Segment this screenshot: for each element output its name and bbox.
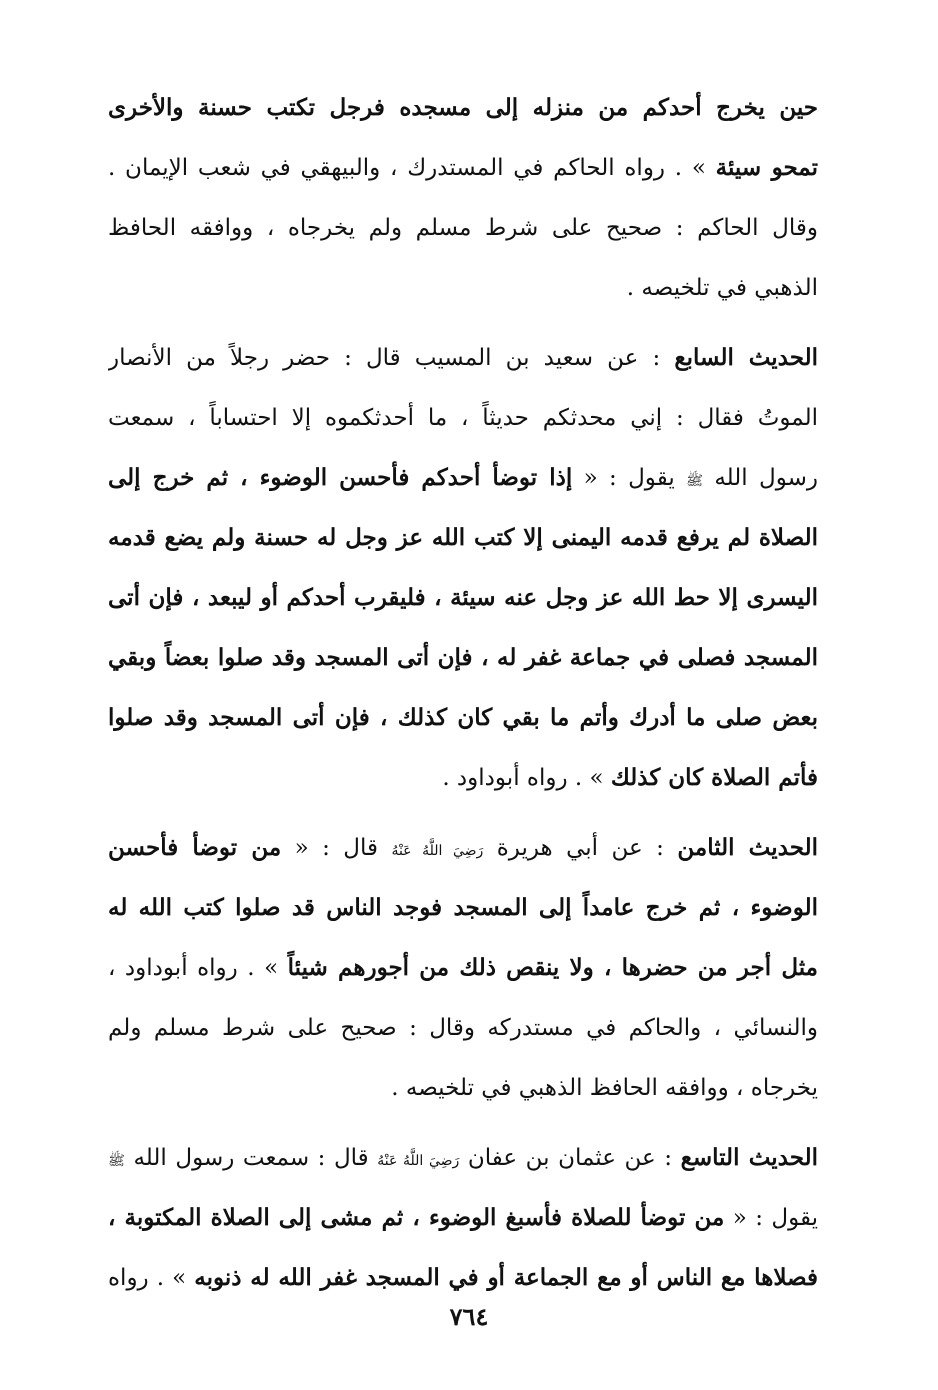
text-run: » . رواه أبوداود .	[442, 765, 611, 791]
honorific-glyph: رَضِيَ اللَّهُ عَنْهُ	[377, 1153, 460, 1169]
paragraph-gap	[108, 808, 818, 818]
paragraph	[108, 818, 818, 1118]
text-line	[108, 138, 818, 198]
book-page-text	[108, 78, 818, 1308]
text-line	[108, 1128, 818, 1188]
text-line	[108, 328, 818, 388]
honorific-glyph: رَضِيَ اللَّهُ عَنْهُ	[391, 843, 484, 859]
honorific-glyph: ﷺ	[686, 473, 703, 489]
text-line	[108, 508, 818, 568]
text-run: والنسائي ، والحاكم في مستدركه وقال : صحيح على شرط مسلم ولم	[108, 1015, 818, 1041]
text-line	[108, 818, 818, 878]
text-line	[108, 258, 818, 318]
page-number: ٧٦٤	[449, 1302, 489, 1331]
hadith-heading: الحديث الثامن	[677, 834, 818, 861]
text-run: : عن سعيد بن المسيب قال : حضر رجلاً من الأنصار	[108, 345, 675, 371]
text-run: : عن عثمان بن عفان	[459, 1145, 681, 1171]
text-line	[108, 78, 818, 138]
text-run: حين يخرج أحدكم من منزله إلى مسجده فرجل تكتب حسنة والأخرى	[108, 94, 818, 121]
text-run: فأتم الصلاة كان كذلك	[610, 764, 818, 791]
text-run: قال : سمعت رسول الله	[124, 1145, 378, 1171]
text-run: مثل أجر من حضرها ، ولا ينقص ذلك من أجورهم شيئاً	[287, 954, 818, 981]
text-line	[108, 1248, 818, 1308]
text-run: الوضوء ، ثم خرج عامداً إلى المسجد فوجد الناس قد صلوا كتب الله له	[108, 894, 818, 921]
text-run: إذا توضأ أحدكم فأحسن الوضوء ، ثم خرج إلى	[108, 464, 573, 491]
text-run: يقول : «	[572, 465, 687, 491]
text-run: تمحو سيئة	[715, 154, 818, 181]
honorific-glyph: ﷺ	[108, 1153, 125, 1169]
text-line	[108, 938, 818, 998]
hadith-heading: الحديث السابع	[674, 344, 818, 371]
paragraph	[108, 78, 818, 318]
paragraph	[108, 328, 818, 808]
text-line	[108, 1058, 818, 1118]
text-run: قال : «	[281, 835, 392, 861]
text-line	[108, 628, 818, 688]
text-run: من توضأ فأحسن	[108, 834, 282, 861]
text-run: » . رواه	[108, 1265, 195, 1291]
paragraph	[108, 1128, 818, 1308]
text-run: يخرجاه ، ووافقه الحافظ الذهبي في تلخيصه .	[391, 1075, 818, 1101]
text-run: من توضأ للصلاة فأسبغ الوضوء ، ثم مشى إلى الصلاة المكتوبة ،	[108, 1204, 725, 1231]
text-run: رسول الله	[703, 465, 818, 491]
paragraph-gap	[108, 318, 818, 328]
text-run: الموتُ فقال : إني محدثكم حديثاً ، ما أحدثكموه إلا احتساباً ، سمعت	[108, 405, 818, 431]
text-run: يقول : «	[724, 1205, 818, 1231]
text-line	[108, 878, 818, 938]
hadith-heading: الحديث التاسع	[680, 1144, 818, 1171]
text-line	[108, 448, 818, 508]
text-run: » . رواه أبوداود ،	[108, 955, 288, 981]
text-run: بعض صلى ما أدرك وأتم ما بقي كان كذلك ، فإن أتى المسجد وقد صلوا	[108, 704, 818, 731]
text-line	[108, 1188, 818, 1248]
text-line	[108, 688, 818, 748]
text-run: اليسرى إلا حط الله عز وجل عنه سيئة ، فليقرب أحدكم أو ليبعد ، فإن أتى	[108, 584, 818, 611]
text-run: وقال الحاكم : صحيح على شرط مسلم ولم يخرجاه ، ووافقه الحافظ	[108, 215, 818, 241]
text-run: الصلاة لم يرفع قدمه اليمنى إلا كتب الله عز وجل له حسنة ولم يضع قدمه	[108, 524, 818, 551]
text-run: » . رواه الحاكم في المستدرك ، والبيهقي في شعب الإيمان .	[108, 155, 716, 181]
text-run: المسجد فصلى في جماعة غفر له ، فإن أتى المسجد وقد صلوا بعضاً وبقي	[108, 644, 818, 671]
text-line	[108, 198, 818, 258]
text-line	[108, 998, 818, 1058]
text-line	[108, 568, 818, 628]
text-run: فصلاها مع الناس أو مع الجماعة أو في المسجد غفر الله له ذنوبه	[194, 1264, 818, 1291]
paragraph-gap	[108, 1118, 818, 1128]
text-line	[108, 388, 818, 448]
text-line	[108, 748, 818, 808]
text-run: الذهبي في تلخيصه .	[626, 275, 818, 301]
text-run: : عن أبي هريرة	[483, 835, 678, 861]
